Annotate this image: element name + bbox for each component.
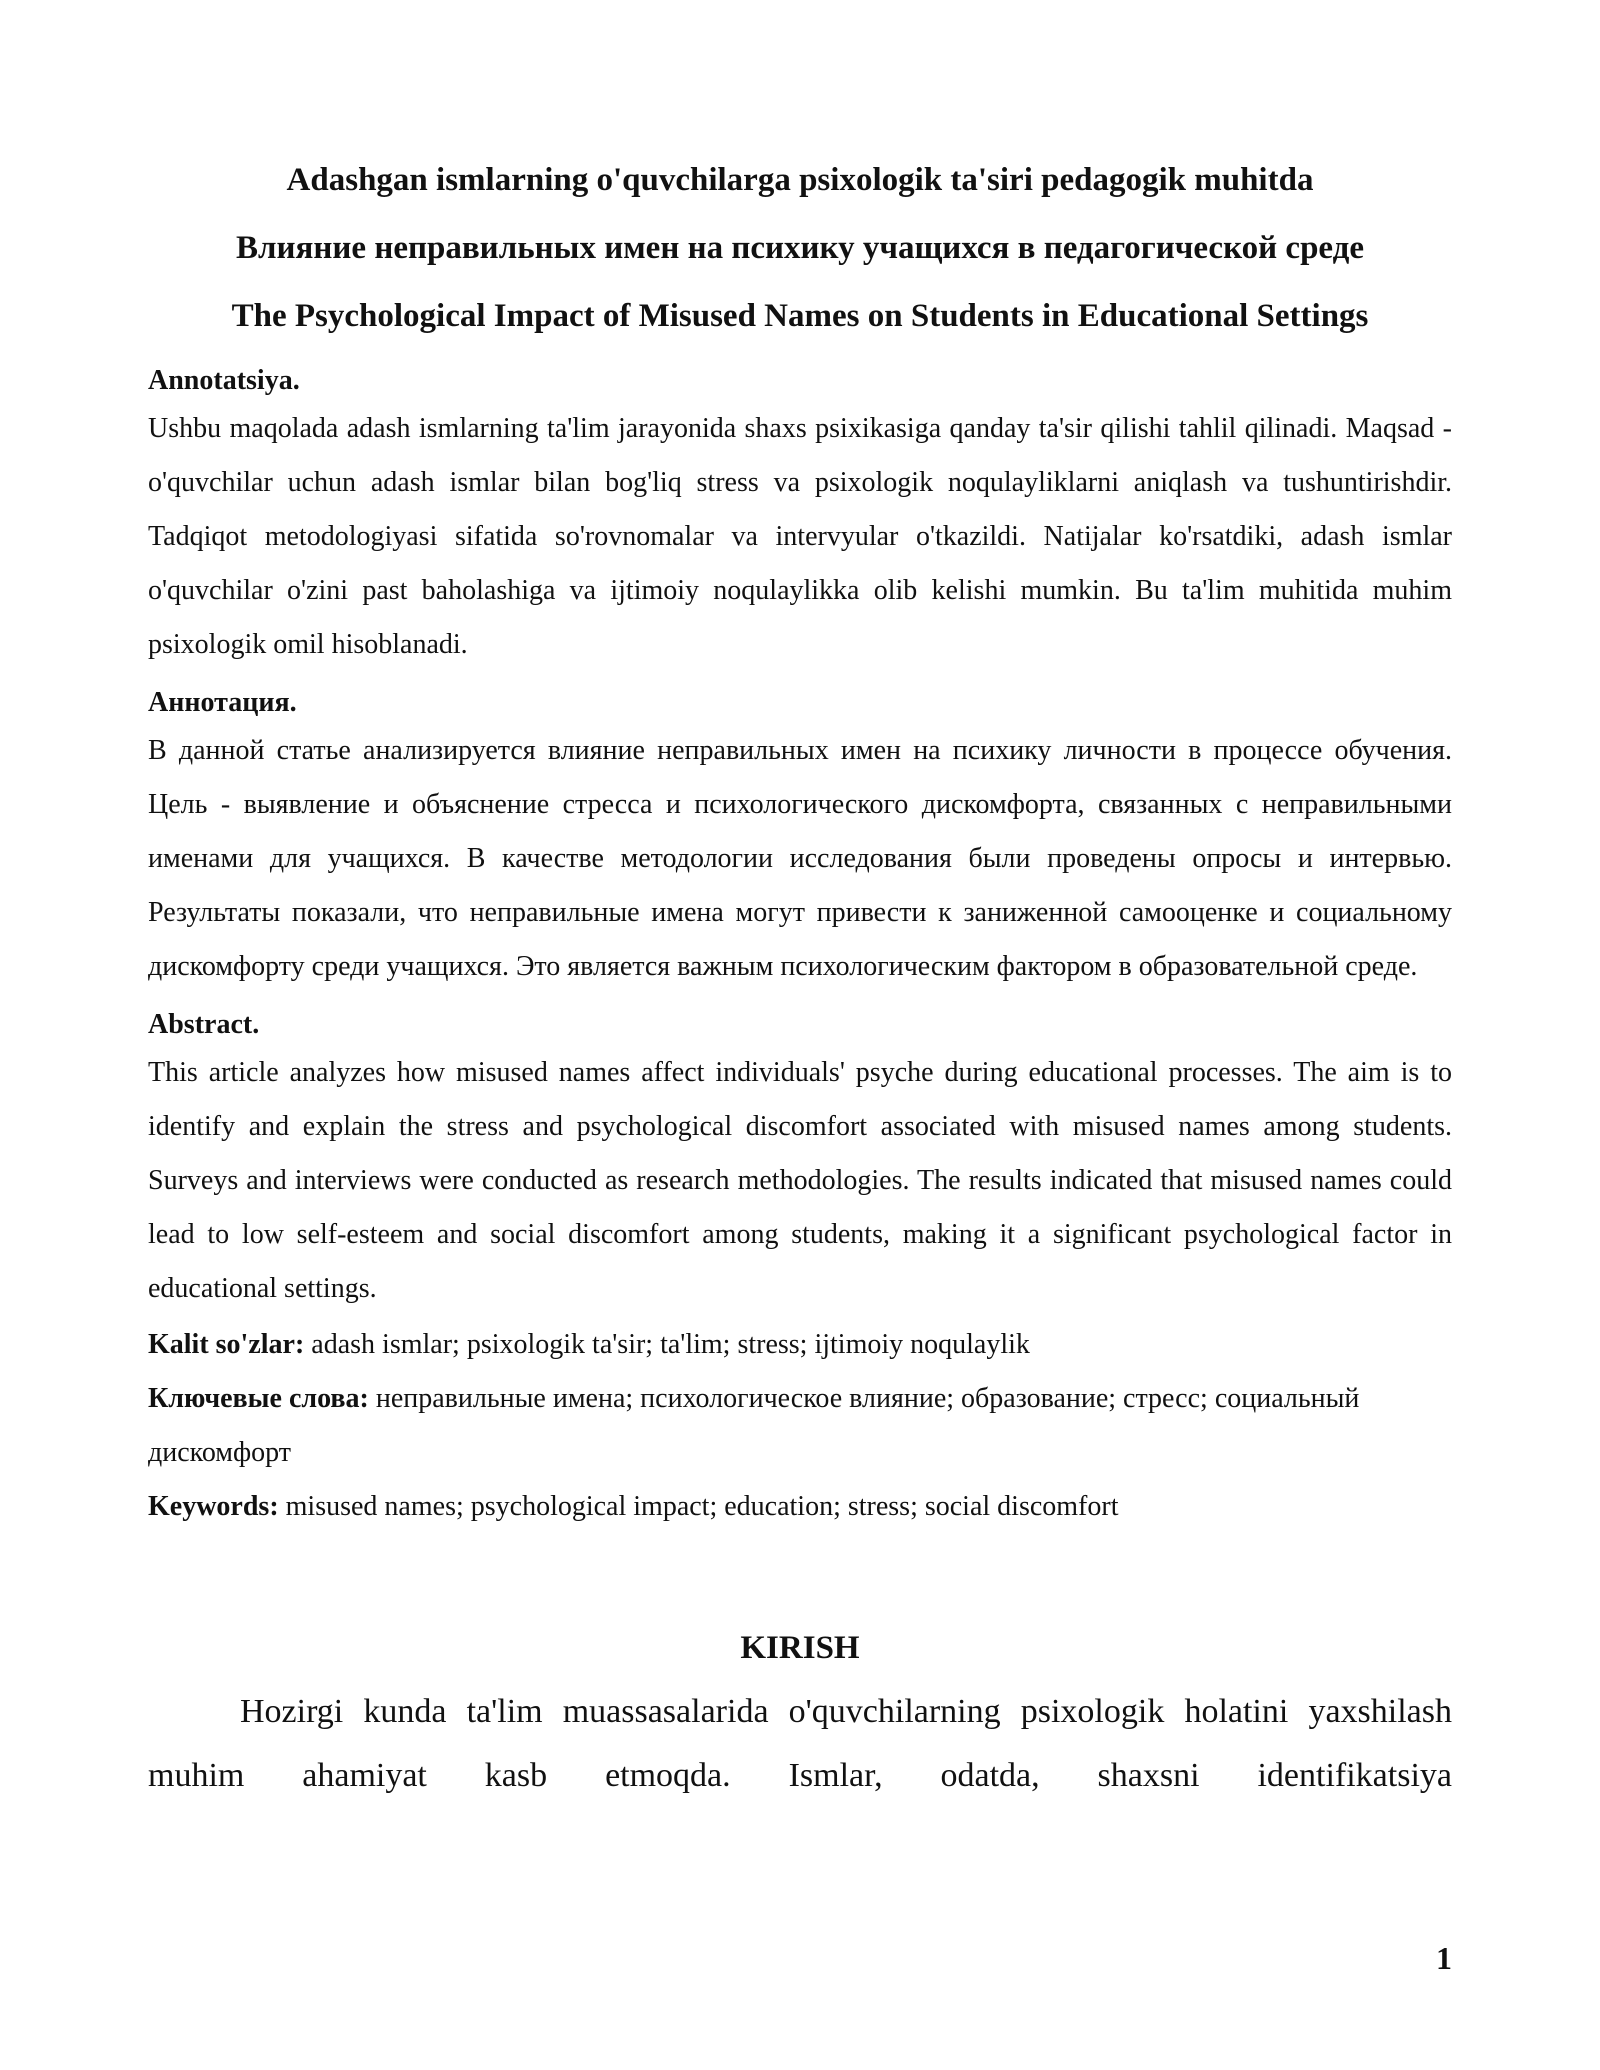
abstract-russian	[148, 686, 1452, 994]
keywords-english	[148, 1480, 1452, 1534]
abstract-english-text: This article analyzes how misused names affect individuals' psyche during educational processes. The aim is to identify and explain the stress and psychological discomfort associated with misused names among students. Surveys and interviews were conducted as research methodologies. The results indicated that misused names could lead to low self-esteem and social discomfort among students, making it a significant psychological factor in educational settings.	[148, 1057, 1452, 1304]
abstract-uzbek-heading: Annotatsiya.	[148, 365, 300, 396]
paper-page	[148, 146, 1452, 1808]
keywords-block	[148, 1318, 1452, 1534]
abstract-russian-heading: Аннотация.	[148, 687, 297, 718]
abstract-uzbek-text: Ushbu maqolada adash ismlarning ta'lim jarayonida shaxs psixikasiga qanday ta'sir qilishi tahlil qilinadi. Maqsad - o'quvchilar uchun adash ismlar bilan bog'liq stress va psixologik noqulayliklarni aniqlash va tushuntirishdir. Tadqiqot metodologiyasi sifatida so'rovnomalar va intervyular o'tkazildi. Natijalar ko'rsatdiki, adash ismlar o'quvchilar o'zini past baholashiga va ijtimoiy noqulaylikka olib kelishi mumkin. Bu ta'lim muhitida muhim psixologik omil hisoblanadi.	[148, 413, 1452, 660]
keywords-russian-label: Ключевые слова:	[148, 1383, 369, 1414]
abstract-uzbek	[148, 364, 1452, 672]
keywords-uzbek	[148, 1318, 1452, 1372]
title-russian: Влияние неправильных имен на психику учащихся в педагогической среде	[236, 230, 1364, 266]
keywords-russian	[148, 1372, 1452, 1480]
title-uzbek: Adashgan ismlarning o'quvchilarga psixologik ta'siri pedagogik muhitda	[286, 162, 1314, 198]
keywords-russian-text: неправильные имена; психологическое влияние; образование; стресс; социальный дискомфорт	[148, 1383, 1360, 1468]
page-number: 1	[1436, 1940, 1452, 1976]
introduction-heading: KIRISH	[740, 1630, 860, 1666]
abstract-russian-text: В данной статье анализируется влияние неправильных имен на психику личности в процессе обучения. Цель - выявление и объяснение стресса и психологического дискомфорта, связанных с неправильными именами для учащихся. В качестве методологии исследования были проведены опросы и интервью. Результаты показали, что неправильные имена могут привести к заниженной самооценке и социальному дискомфорту среди учащихся. Это является важным психологическим фактором в образовательной среде.	[148, 735, 1452, 982]
abstract-english-heading: Abstract.	[148, 1009, 260, 1040]
abstract-english	[148, 1008, 1452, 1316]
keywords-english-label: Keywords:	[148, 1491, 279, 1522]
introduction-text: Hozirgi kunda ta'lim muassasalarida o'quvchilarning psixologik holatini yaxshilash muhim ahamiyat kasb etmoqda. Ismlar, odatda, shaxsni identifikatsiya	[148, 1693, 1452, 1794]
keywords-uzbek-text: adash ismlar; psixologik ta'sir; ta'lim; stress; ijtimoiy noqulaylik	[304, 1329, 1030, 1360]
keywords-english-text: misused names; psychological impact; education; stress; social discomfort	[278, 1491, 1119, 1522]
title-english: The Psychological Impact of Misused Names on Students in Educational Settings	[231, 298, 1369, 334]
keywords-uzbek-label: Kalit so'zlar:	[148, 1329, 305, 1360]
